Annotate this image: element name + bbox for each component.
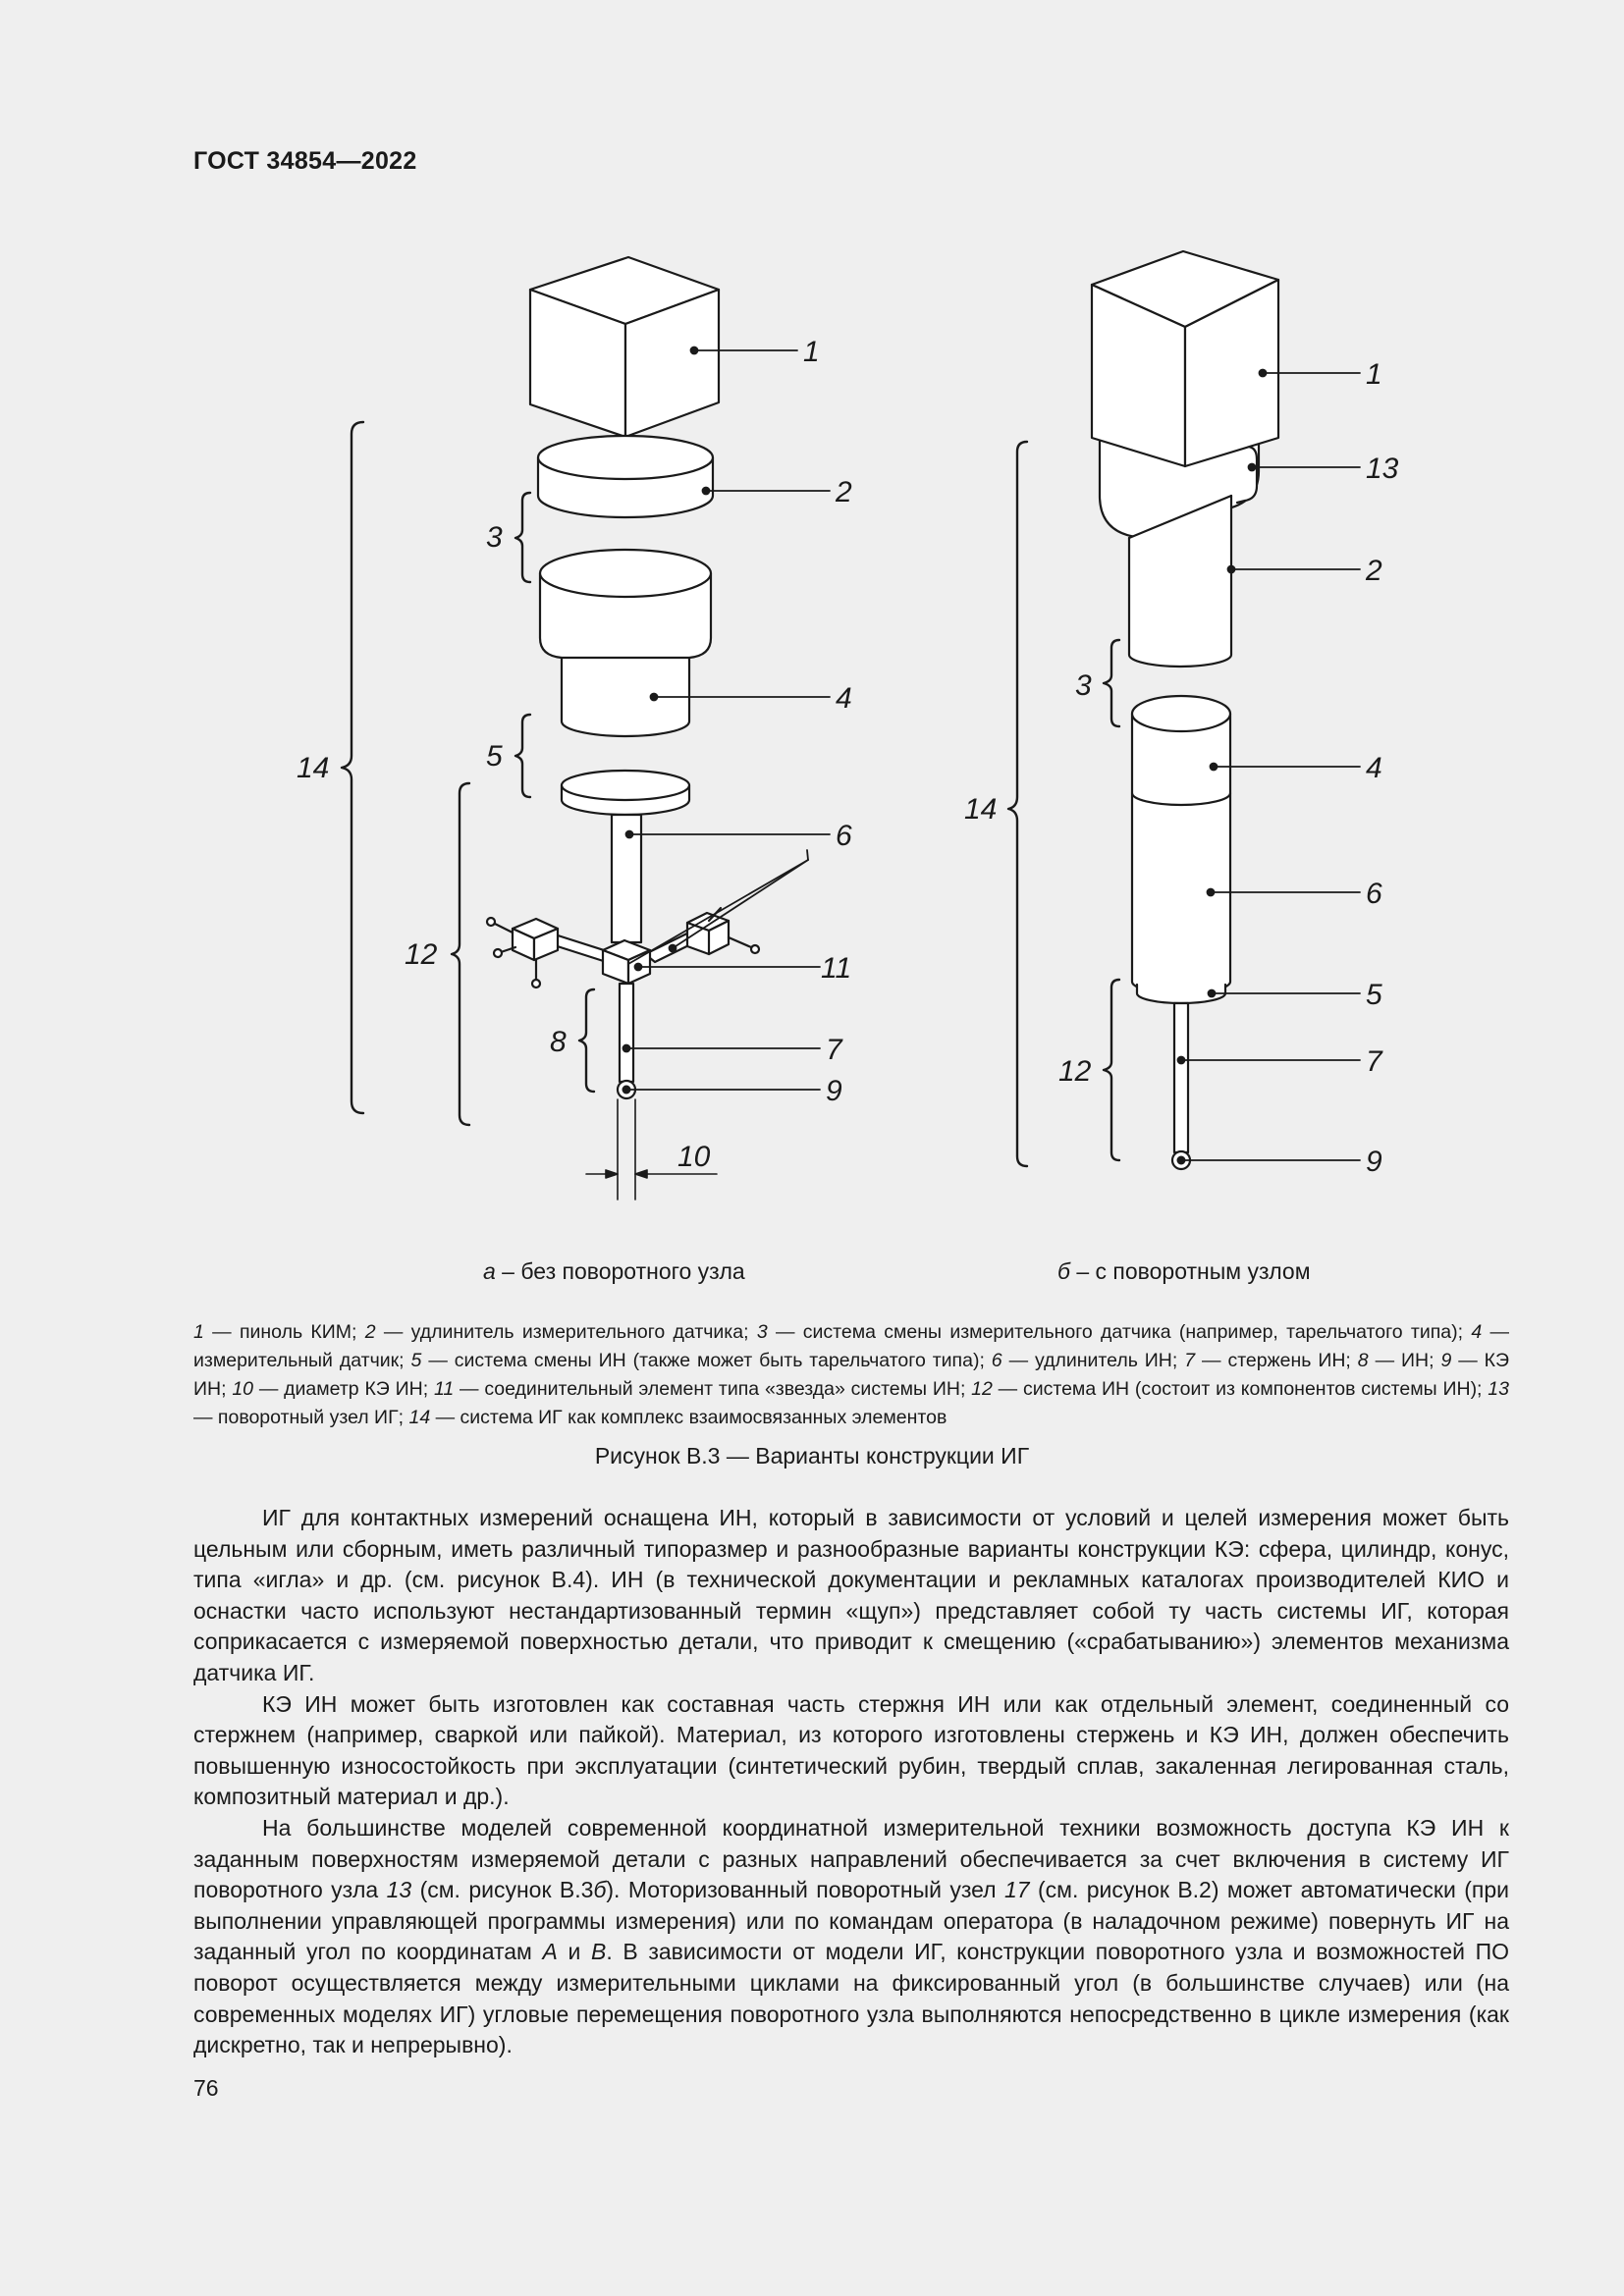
legend-text: — пиноль КИМ;	[203, 1321, 365, 1343]
label-a-5: 5	[486, 740, 503, 773]
label-a-14: 14	[297, 752, 330, 784]
quill-cube-a	[530, 257, 719, 437]
p3-ref: 17	[1003, 1877, 1030, 1903]
caption-b	[1057, 1258, 1311, 1285]
label-b-9: 9	[1366, 1146, 1382, 1178]
legend-num: 8	[1357, 1350, 1369, 1371]
label-b-6: 6	[1366, 878, 1382, 910]
p3-text: (см. рисунок В.3	[411, 1877, 594, 1903]
label-a-1: 1	[803, 336, 820, 368]
legend-text: — удлинитель измерительного датчика;	[375, 1321, 757, 1343]
legend-text: — соединительный элемент типа «звезда» системы ИН;	[454, 1378, 972, 1400]
legend-text: — измерительный датчик;	[193, 1321, 1509, 1371]
p3-text: и	[557, 1939, 591, 1965]
label-b-13: 13	[1366, 453, 1399, 485]
document-header: ГОСТ 34854—2022	[193, 147, 417, 175]
p3-text: (см. рисунок В.2) может автоматически (при выполнении управляющей программы измерения) или по командам оператора (в наладочном режиме) повернуть ИГ на заданный угол по координатам	[193, 1877, 1509, 1965]
legend-text: — КЭ ИН;	[193, 1350, 1510, 1400]
legend-num: 5	[410, 1350, 422, 1371]
label-b-2: 2	[1366, 555, 1382, 587]
label-a-10: 10	[677, 1141, 711, 1173]
body-text	[193, 1503, 1509, 2061]
drawing-b	[1008, 251, 1360, 1169]
p3-ref: б	[593, 1877, 607, 1903]
quill-cube-b	[1092, 251, 1278, 466]
caption-a-text: – без поворотного узла	[495, 1258, 745, 1284]
label-b-4: 4	[1366, 752, 1382, 784]
label-a-4: 4	[836, 682, 852, 715]
legend-text: — стержень ИН;	[1195, 1350, 1358, 1371]
label-b-5: 5	[1366, 979, 1382, 1011]
legend-text: — система смены измерительного датчика (например, тарельчатого типа);	[767, 1321, 1472, 1343]
probe-sensor-a	[540, 550, 711, 736]
figure-title: Рисунок В.3 — Варианты конструкции ИГ	[594, 1443, 1030, 1468]
braces-a	[342, 422, 594, 1125]
legend-num: 3	[756, 1321, 768, 1343]
paragraph-1: ИГ для контактных измерений оснащена ИН, который в зависимости от условий и целей измерения может быть цельным или сборным, иметь различный типоразмер и разнообразные варианты конструкции КЭ: сфера, цилиндр, конус, типа «игла» и др. (см. рисунок В.4). ИН (в технической документации и рекламных каталогах производителей КИО и оснастки часто используют нестандартизованный термин «щуп») представляет собой ту часть системы ИГ, которая соприкасается с измеряемой поверхностью детали, что приводит к смещению («срабатыванию») элементов механизма датчика ИГ.	[193, 1505, 1509, 1685]
legend-num: 13	[1488, 1378, 1509, 1400]
legend-num: 6	[991, 1350, 1002, 1371]
p3-text: ). Моторизованный поворотный узел	[606, 1877, 1004, 1903]
label-b-1: 1	[1366, 358, 1382, 391]
probe-extension-a	[538, 436, 713, 517]
label-a-12: 12	[405, 938, 438, 971]
p3-ref: 13	[386, 1877, 412, 1903]
drawing-a	[342, 257, 830, 1200]
legend-text: — ИН;	[1368, 1350, 1441, 1371]
legend-num: 1	[193, 1321, 204, 1343]
label-b-12: 12	[1058, 1055, 1092, 1088]
stylus-change-plate-a	[562, 771, 689, 815]
probe-sensor-b	[1132, 696, 1230, 993]
page-number: 76	[193, 2075, 219, 2101]
legend-text: — система смены ИН (также может быть тарельчатого типа);	[421, 1350, 992, 1371]
legend-text: — удлинитель ИН;	[1001, 1350, 1185, 1371]
label-a-3: 3	[486, 521, 503, 554]
figure-legend	[193, 1318, 1509, 1432]
paragraph-3	[193, 1813, 1509, 2061]
label-a-11: 11	[821, 952, 852, 985]
label-b-14: 14	[964, 793, 998, 826]
legend-text: — поворотный узел ИГ;	[193, 1407, 409, 1428]
label-b-3: 3	[1075, 669, 1092, 702]
caption-a-letter: а	[483, 1258, 496, 1284]
legend-num: 2	[364, 1321, 376, 1343]
p3-ref: В	[590, 1939, 607, 1965]
paragraph-2: КЭ ИН может быть изготовлен как составная часть стержня ИН или как отдельный элемент, соединенный со стержнем (например, сваркой или пайкой). Материал, из которого изготовлены стержень и КЭ ИН, должен обеспечить повышенную износостойкость при эксплуатации (синтетический рубин, твердый сплав, закаленная легированная сталь, композитный материал и др.).	[193, 1690, 1509, 1810]
label-a-7: 7	[826, 1034, 842, 1066]
p3-ref: А	[542, 1939, 558, 1965]
label-b-7: 7	[1366, 1045, 1382, 1078]
label-a-9: 9	[826, 1075, 842, 1107]
legend-text: — диаметр КЭ ИН;	[253, 1378, 434, 1400]
label-a-6: 6	[836, 820, 852, 852]
legend-num: 4	[1471, 1321, 1483, 1343]
caption-b-text: – с поворотным узлом	[1069, 1258, 1311, 1284]
legend-text: — система ИГ как комплекс взаимосвязанных элементов	[430, 1407, 947, 1428]
legend-num: 14	[408, 1407, 431, 1428]
p3-text: На большинстве моделей современной координатной измерительной техники возможность доступа КЭ ИН к заданным поверхностям измеряемой детали с разных направлений обеспечивается за счет включения в систему ИГ поворотного узла	[193, 1814, 1509, 1903]
legend-num: 10	[232, 1378, 254, 1400]
legend-num: 11	[433, 1378, 455, 1400]
legend-text: — система ИН (состоит из компонентов системы ИН);	[992, 1378, 1489, 1400]
caption-b-letter: б	[1057, 1258, 1070, 1284]
legend-num: 9	[1440, 1350, 1452, 1371]
label-a-8: 8	[550, 1026, 567, 1058]
label-a-2: 2	[836, 476, 852, 508]
caption-a	[483, 1258, 745, 1285]
stylus-b	[1174, 1003, 1188, 1152]
legend-num: 12	[971, 1378, 993, 1400]
p3-text: . В зависимости от модели ИГ, конструкции поворотного узла и возможностей ПО поворот осуществляется между измерительными циклами на фиксированный угол (в большинстве случаев) или (на современных моделях ИГ) угловые перемещения поворотного узла выполняются непосредственно в цикле измерения (как дискретно, так и непрерывно).	[193, 1939, 1509, 2058]
stylus-a	[620, 984, 633, 1082]
legend-num: 7	[1184, 1350, 1196, 1371]
